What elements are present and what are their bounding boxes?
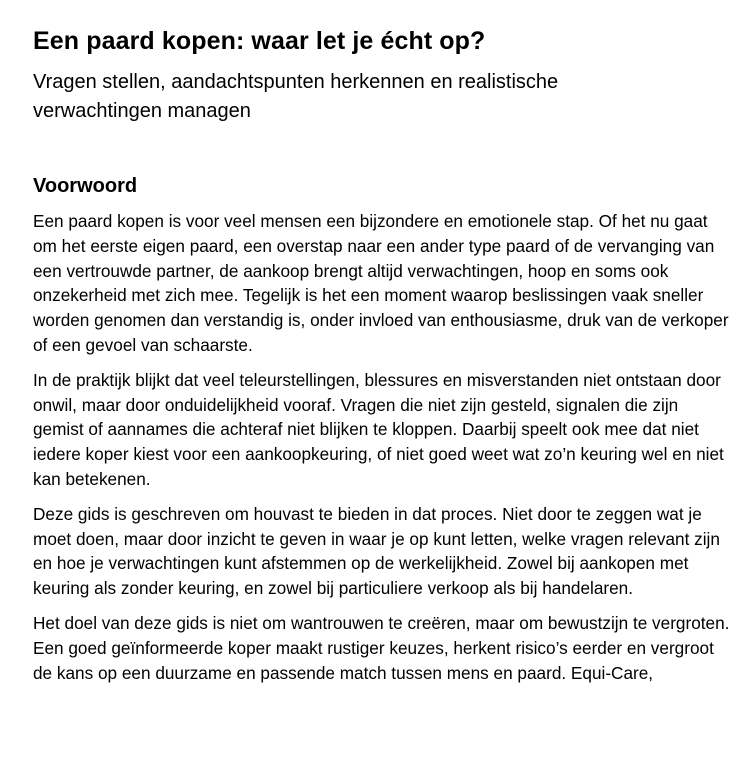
paragraph-3: Deze gids is geschreven om houvast te bieden in dat proces. Niet door te zeggen wat je moet doen, maar door inzicht te geven in waar je op kunt letten, welke vragen relevant zijn en hoe je verwachtingen kunt afstemmen op de werkelijkheid. Zowel bij aankopen met keuring als zonder keuring, en zowel bij particuliere verkoop als bij handelaren.	[33, 503, 720, 599]
document-subtitle: Vragen stellen, aandachtspunten herkennen en realistische verwachtingen managen	[33, 71, 559, 122]
document-title: Een paard kopen: waar let je écht op?	[33, 27, 486, 55]
section-heading-voorwoord: Voorwoord	[33, 175, 138, 197]
paragraph-2: In de praktijk blijkt dat veel teleurstellingen, blessures en misverstanden niet ontstaan door onwil, maar door onduidelijkheid vooraf. Vragen die niet zijn gesteld, signalen die zijn gemist of aannames die achteraf niet blijken te kloppen. Daarbij speelt ook mee dat niet iedere koper kiest voor een aankoopkeuring, of niet goed weet wat zo’n keuring wel en niet kan betekenen.	[33, 369, 724, 489]
paragraph-1: Een paard kopen is voor veel mensen een bijzondere en emotionele stap. Of het nu gaat om het eerste eigen paard, een overstap naar een ander type paard of de vervanging van een vertrouwde partner, de aankoop brengt altijd verwachtingen, hoop en soms ook onzekerheid met zich mee. Tegelijk is het een moment waarop beslissingen vaak sneller worden genomen dan verstandig is, onder invloed van enthousiasme, druk van de verkoper of een gevoel van schaarste.	[33, 211, 729, 355]
paragraph-4: Het doel van deze gids is niet om wantrouwen te creëren, maar om bewustzijn te vergroten. Een goed geïnformeerde koper maakt rustiger keuzes, herkent risico’s eerder en vergroot de kans op een duurzame en passende match tussen mens en paard. Equi-Care,	[33, 612, 730, 683]
